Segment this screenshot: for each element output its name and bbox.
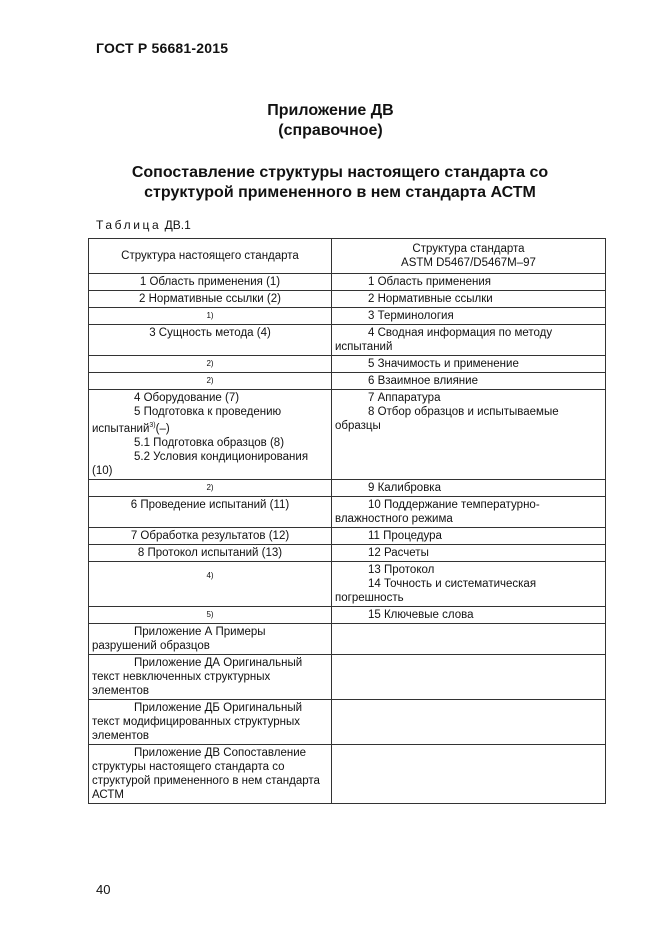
comparison-table [88, 238, 606, 804]
left-cell-line: 5.1 Подготовка образцов (8) [134, 436, 285, 449]
right-cell: 5 Значимость и применение [332, 356, 606, 373]
left-cell-line: 5.2 Условия кондиционирования (10) [92, 450, 309, 477]
left-cell: Приложение ДБ Оригинальный текст модифицированных структурных элементов [89, 699, 332, 744]
right-cell: 9 Калибровка [332, 479, 606, 496]
left-cell [89, 479, 332, 496]
left-cell-line [92, 405, 328, 436]
appendix-heading-line2: структурой примененного в нем стандарта АСТМ [144, 184, 536, 201]
table-row [89, 606, 606, 623]
footnote-ref: 1) [206, 311, 214, 320]
table-row [89, 623, 606, 654]
table-row [89, 308, 606, 325]
table-caption [96, 218, 191, 232]
right-cell: 11 Процедура [332, 527, 606, 544]
col2-header [332, 239, 606, 274]
table-row [89, 744, 606, 803]
left-cell: Приложение А Примеры разрушений образцов [89, 623, 332, 654]
left-cell [89, 561, 332, 606]
col2-header-line1: Структура стандарта [412, 243, 525, 255]
right-cell: 2 Нормативные ссылки [332, 291, 606, 308]
right-cell: 4 Сводная информация по методу испытаний [332, 325, 606, 356]
table-caption-number: ДВ.1 [164, 218, 191, 232]
table-row [89, 561, 606, 606]
appendix-subtitle: (справочное) [278, 122, 383, 139]
footnote-ref: 2) [206, 482, 214, 492]
right-cell: 12 Расчеты [332, 544, 606, 561]
appendix-heading [60, 163, 620, 203]
appendix-heading-line1: Сопоставление структуры настоящего стандарта со [131, 164, 549, 181]
right-cell [332, 699, 606, 744]
right-cell: 1 Область применения [332, 274, 606, 291]
left-cell: 1 Область применения (1) [89, 274, 332, 291]
table-row [89, 390, 606, 480]
table-row [89, 325, 606, 356]
right-cell [332, 623, 606, 654]
left-cell: Приложение ДА Оригинальный текст невключенных структурных элементов [89, 654, 332, 699]
left-cell [89, 373, 332, 390]
table-row [89, 479, 606, 496]
right-cell: 3 Терминология [332, 308, 606, 325]
left-cell-text: 5 Подготовка к проведению испытаний [92, 406, 282, 435]
appendix-title: Приложение ДВ [267, 102, 394, 119]
footnote-ref: 2) [206, 359, 214, 368]
table-row [89, 654, 606, 699]
right-cell-line: 7 Аппаратура [368, 392, 441, 404]
left-cell: 2 Нормативные ссылки (2) [89, 291, 332, 308]
left-cell: 6 Проведение испытаний (11) [89, 496, 332, 527]
table-row [89, 356, 606, 373]
footnote-ref: 3) [149, 422, 156, 429]
left-cell: 7 Обработка результатов (12) [89, 527, 332, 544]
footnote-ref: 4) [206, 570, 214, 580]
footnote-ref: 2) [206, 376, 214, 385]
left-cell [89, 308, 332, 325]
table-row [89, 373, 606, 390]
footnote-ref: 5) [206, 609, 214, 619]
table-row [89, 291, 606, 308]
left-cell-line: 4 Оборудование (7) [134, 392, 240, 404]
table-header-row [89, 239, 606, 274]
table-row [89, 496, 606, 527]
left-cell [89, 390, 332, 480]
col2-header-line2: ASTM D5467/D5467M–97 [401, 257, 536, 269]
right-cell: 15 Ключевые слова [332, 606, 606, 623]
table-row [89, 544, 606, 561]
right-cell [332, 561, 606, 606]
right-cell [332, 744, 606, 803]
table-row [89, 274, 606, 291]
right-cell: 6 Взаимное влияние [332, 373, 606, 390]
left-cell: 3 Сущность метода (4) [89, 325, 332, 356]
page-number: 40 [96, 882, 111, 897]
left-cell [89, 606, 332, 623]
right-cell-line: 14 Точность и систематическая погрешность [335, 577, 537, 604]
left-cell: Приложение ДВ Сопоставление структуры настоящего стандарта со структурой примененного в нем стандарта АСТМ [89, 744, 332, 803]
table-row [89, 699, 606, 744]
left-cell [89, 356, 332, 373]
right-cell: 10 Поддержание температурно-влажностного режима [332, 496, 606, 527]
table-row [89, 527, 606, 544]
right-cell-line: 8 Отбор образцов и испытываемые образцы [335, 406, 559, 432]
right-cell [332, 390, 606, 480]
left-cell-text: (–) [155, 422, 170, 435]
col1-header: Структура настоящего стандарта [89, 239, 332, 274]
left-cell: 8 Протокол испытаний (13) [89, 544, 332, 561]
right-cell-line: 13 Протокол [368, 563, 435, 576]
right-cell [332, 654, 606, 699]
table-caption-word: Таблица [96, 218, 162, 232]
document-code: ГОСТ Р 56681-2015 [96, 40, 229, 56]
